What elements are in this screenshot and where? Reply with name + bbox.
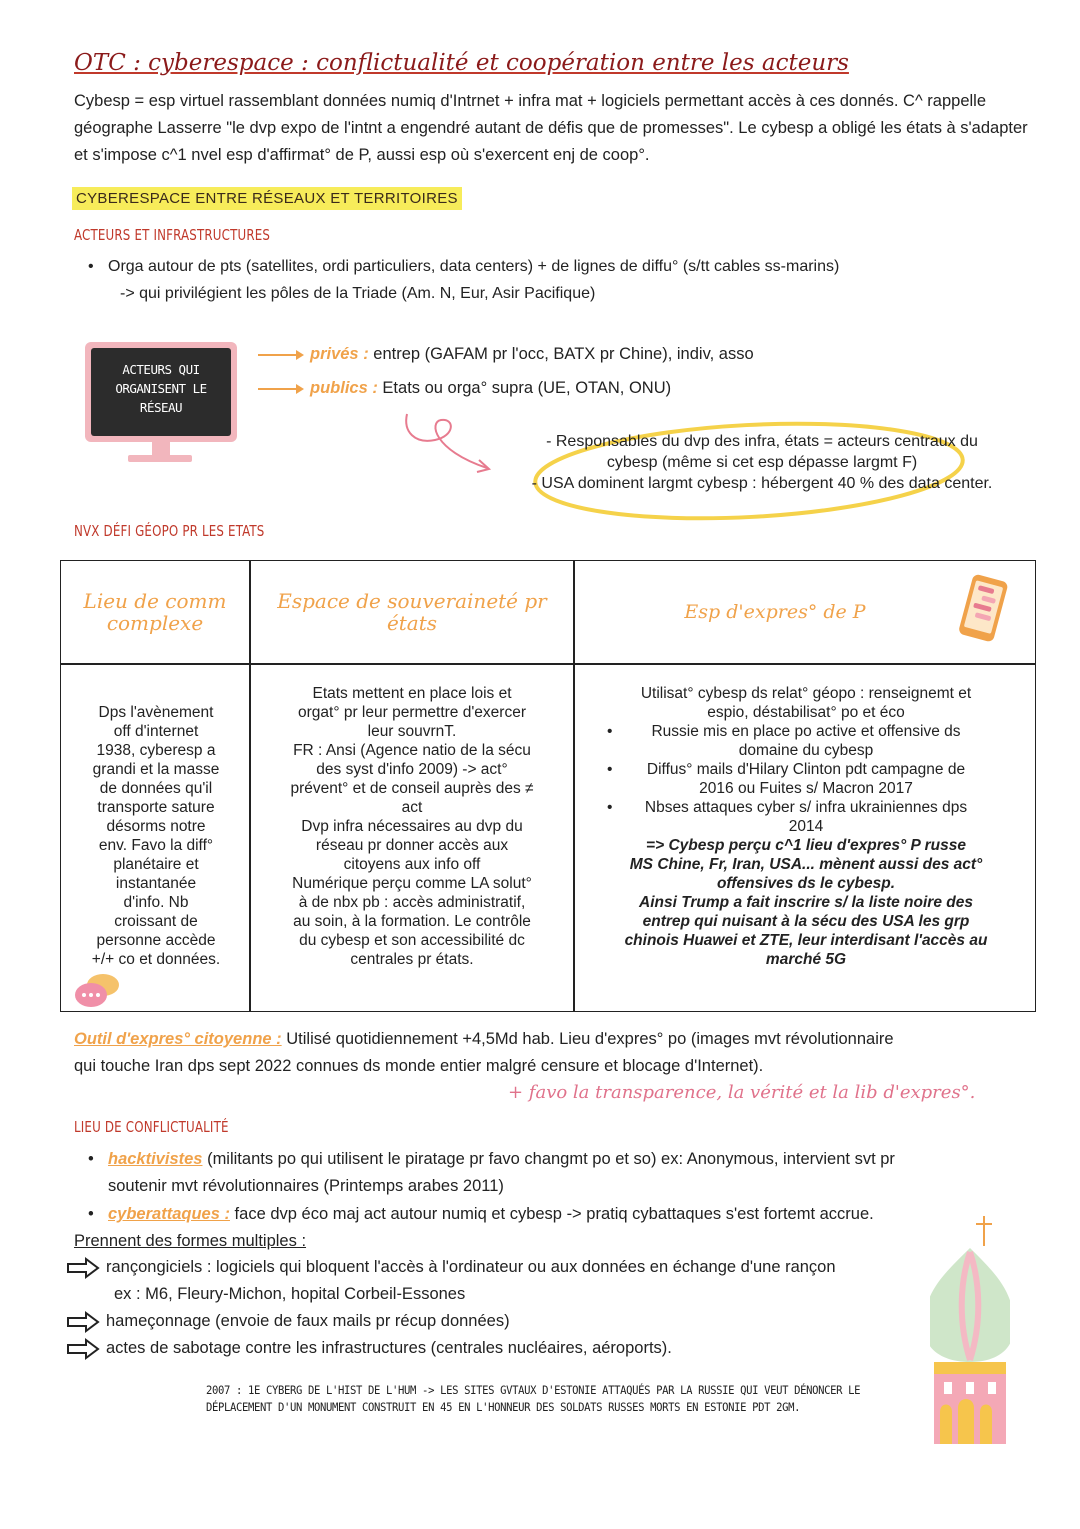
- col2-line: des syst d'info 2009) -> act°: [316, 761, 508, 778]
- col3-bold-line: chinois Huawei et ZTE, leur interdisant l'accès au: [624, 932, 988, 949]
- table-col-souverainete: [255, 684, 569, 969]
- col3-bold-line: Ainsi Trump a fait inscrire s/ la liste noire des: [639, 894, 973, 911]
- col2-line: Numérique perçu comme LA solut°: [292, 875, 532, 892]
- forme-sabotage: [66, 1335, 672, 1362]
- col3-bold-line: marché 5G: [765, 951, 847, 968]
- col2-line: citoyens aux info off: [343, 856, 481, 873]
- forme3-text: actes de sabotage contre les infrastructures (centrales nucléaires, aéroports).: [106, 1339, 672, 1357]
- outil-label: Outil d'expres° citoyenne :: [74, 1030, 282, 1048]
- subheading-defis: NVX DÉFI GÉOPO PR LES ETATS: [74, 522, 265, 540]
- col3-bullet-line: Russie mis en place po active et offensive ds: [651, 723, 961, 740]
- col2-line: prévent° et de conseil auprès des ≠: [290, 780, 534, 797]
- col3-bullet-ukraine: • Nbses attaques cyber s/ infra ukrainiennes dps 2014: [579, 798, 1033, 836]
- screen-line-2: ORGANISENT LE: [115, 381, 207, 396]
- col3-bullet-line: 2014: [788, 818, 824, 835]
- col2-line: à de nbx pb : accès administratif,: [298, 894, 526, 911]
- publics-text: Etats ou orga° supra (UE, OTAN, ONU): [377, 379, 672, 397]
- hack-text-1: (militants po qui utilisent le piratage pr favo changmt po et so) ex: Anonymous, intervient svt pr: [202, 1150, 895, 1168]
- onion-dome-illustration: [930, 1212, 1010, 1448]
- col1-line: env. Favo la diff°: [98, 837, 214, 854]
- bullet-cyberattaques: • cyberattaques : face dvp éco maj act autour numiq et cybesp -> pratiq cybattaques s'est fortemt accrue.: [88, 1205, 874, 1223]
- screen-stand: [152, 442, 170, 456]
- prives-text: entrep (GAFAM pr l'occ, BATX pr Chine), indiv, asso: [368, 345, 754, 363]
- col3-bullet-line: Nbses attaques cyber s/ infra ukrainiennes dps: [644, 799, 968, 816]
- col1-line: 1938, cyberesp a: [96, 742, 216, 759]
- col3-intro-line: espio, déstabilisat° po et éco: [707, 704, 905, 721]
- screen-line-3: RÉSEAU: [139, 400, 183, 415]
- col2-line: réseau pr donner accès aux: [315, 837, 509, 854]
- hack-label: hacktivistes: [108, 1150, 203, 1168]
- col3-bullet-line: domaine du cybesp: [738, 742, 874, 759]
- subheading-conflictualite: LIEU DE CONFLICTUALITÉ: [74, 1118, 229, 1136]
- col2-line: leur souvrnT.: [367, 723, 457, 740]
- acteurs-note: [488, 431, 1036, 494]
- chat-bubble-icon: [73, 971, 125, 1011]
- screen-line-1: ACTEURS QUI: [122, 362, 200, 377]
- phone-icon: [951, 573, 1015, 645]
- col1-line: désorms notre: [106, 818, 206, 835]
- col3-bullet-line: Diffus° mails d'Hilary Clinton pdt campagne de: [646, 761, 966, 778]
- footnote-line-2: DÉPLACEMENT D'UN MONUMENT CONSTRUIT EN 45 EN L'HONNEUR DES SOLDATS RUSSES MORTS EN ESTONIE PDT 2GM.: [206, 1400, 801, 1414]
- note-line-1: - Responsables du dvp des infra, états = acteurs centraux du: [546, 433, 978, 450]
- table-header-expression: Esp d'expres° de P: [684, 601, 866, 623]
- formes-heading: Prennent des formes multiples :: [74, 1232, 307, 1250]
- col3-bold-line: => Cybesp perçu c^1 lieu d'expres° P russe: [646, 837, 966, 854]
- col2-line: du cybesp et son accessibilité dc: [299, 932, 525, 949]
- outil-script-note: + favo la transparence, la vérité et la lib d'expres°.: [508, 1082, 976, 1103]
- col1-line: planétaire et: [113, 856, 199, 873]
- col2-line: au soin, à la formation. Le contrôle: [293, 913, 531, 930]
- actors-screen-text: [91, 348, 231, 436]
- col3-bullet-line: 2016 ou Fuites s/ Macron 2017: [699, 780, 913, 797]
- col2-line: act: [401, 799, 423, 816]
- outline-arrow-icon: [66, 1311, 100, 1333]
- forme-hameconnage: [66, 1308, 510, 1335]
- col3-bold-line: MS Chine, Fr, Iran, USA... mènent aussi des act°: [629, 856, 983, 873]
- forme-rancongiciels: [66, 1254, 836, 1281]
- subheading-acteurs: ACTEURS ET INFRASTRUCTURES: [74, 226, 271, 244]
- col2-line: FR : Ansi (Agence natio de la sécu: [293, 742, 531, 759]
- col3-bullet-clinton: • Diffus° mails d'Hilary Clinton pdt campagne de 2016 ou Fuites s/ Macron 2017: [579, 760, 1033, 798]
- table-col-lieu: [69, 703, 243, 969]
- col3-conclusion: [579, 836, 1033, 969]
- col2-line: Dvp infra nécessaires au dvp du: [301, 818, 523, 835]
- bullet-orga-line2: -> qui privilégient les pôles de la Triade (Am. N, Eur, Asir Pacifique): [120, 285, 596, 302]
- outline-arrow-icon: [66, 1338, 100, 1360]
- col2-line: orgat° pr leur permettre d'exercer: [298, 704, 526, 721]
- footnote-estonie: [206, 1382, 860, 1416]
- col2-line: centrales pr états.: [350, 951, 474, 968]
- table-header-souverainete: Espace de souveraineté pr états: [277, 589, 547, 635]
- table-header-lieu: Lieu de comm complexe: [83, 589, 227, 635]
- outline-arrow-icon: [66, 1257, 100, 1279]
- screen-base: [128, 455, 192, 462]
- col1-line: personne accède: [96, 932, 216, 949]
- cyber-text: face dvp éco maj act autour numiq et cybesp -> pratiq cybattaques s'est fortemt accrue.: [229, 1205, 874, 1223]
- forme1-line2: ex : M6, Fleury-Michon, hopital Corbeil-Essones: [114, 1285, 466, 1303]
- col1-line: instantanée: [115, 875, 197, 892]
- col3-bold-line: offensives ds le cybesp.: [716, 875, 896, 892]
- col1-line: Dps l'avènement: [98, 704, 214, 721]
- forme1-line1: rançongiciels : logiciels qui bloquent l'accès à l'ordinateur ou aux données en échange d'une rançon: [106, 1258, 836, 1276]
- col1-line: d'info. Nb: [123, 894, 189, 911]
- section-heading-cyberespace: CYBERESPACE ENTRE RÉSEAUX ET TERRITOIRES: [72, 187, 462, 210]
- col3-bullet-russie: • Russie mis en place po active et offensive ds domaine du cybesp: [579, 722, 1033, 760]
- actors-screen-box: [85, 342, 237, 442]
- prives-label: privés :: [310, 345, 369, 363]
- bullet-hacktivistes: • hacktivistes (militants po qui utilisent le piratage pr favo changmt po et so) ex: Anonymous, intervient svt pr soutenir mvt révolutionnaires (Printemps arabes 2011): [88, 1146, 1038, 1200]
- col1-line: off d'internet: [113, 723, 199, 740]
- table-col-expression: [579, 684, 1033, 969]
- orange-arrows-icon: [256, 346, 306, 402]
- outil-text-2: qui touche Iran dps sept 2022 connues ds monde entier malgré censure et blocage d'Internet).: [74, 1057, 764, 1075]
- bullet-orga-line1: Orga autour de pts (satellites, ordi particuliers, data centers) + de lignes de diffu° (s/tt cables ss-marins): [108, 258, 840, 275]
- cyber-label: cyberattaques :: [108, 1205, 230, 1223]
- col1-line: transporte sature: [97, 799, 215, 816]
- col1-line: de données qu'il: [99, 780, 213, 797]
- publics-label: publics :: [310, 379, 378, 397]
- note-line-3: - USA dominent largmt cybesp : hébergent 40 % des data center.: [531, 475, 993, 492]
- forme2-text: hameçonnage (envoie de faux mails pr récup données): [106, 1312, 510, 1330]
- note-line-2: cybesp (même si cet esp dépasse largmt F): [606, 454, 918, 471]
- publics-line: [310, 376, 671, 400]
- prives-line: [310, 342, 754, 366]
- intro-paragraph: Cybesp = esp virtuel rassemblant données numiq d'Intrnet + infra mat + logiciels permettant accès à ces donnés. C^ rappelle géographe Lasserre "le dvp expo de l'intnt a engendré autant de défis que de promesses". Le cybesp a obligé les états à s'adapter et s'impose c^1 nvel esp d'affirmat° de P, aussi esp où s'exercent enj de coop°.: [74, 92, 1028, 164]
- hack-text-2: soutenir mvt révolutionnaires (Printemps arabes 2011): [108, 1177, 504, 1195]
- defis-table: [60, 560, 1036, 1012]
- col1-line: +/+ co et données.: [91, 951, 221, 968]
- col2-line: Etats mettent en place lois et: [312, 685, 512, 702]
- footnote-line-1: 2007 : 1E CYBERG DE L'HIST DE L'HUM -> LES SITES GVTAUX D'ESTONIE ATTAQUÉS PAR LA RUSSIE QUI VEUT DÉNONCER LE: [206, 1383, 861, 1397]
- page-title: OTC : cyberespace : conflictualité et coopération entre les acteurs: [74, 50, 849, 76]
- outil-text-1: Utilisé quotidiennement +4,5Md hab. Lieu d'expres° po (images mvt révolutionnaire: [281, 1030, 894, 1048]
- outil-paragraph: [74, 1026, 894, 1053]
- col1-line: croissant de: [114, 913, 198, 930]
- col3-bold-line: entrep qui nuisant à la sécu des USA les grp: [642, 913, 970, 930]
- col3-intro-line: Utilisat° cybesp ds relat° géopo : renseignemt et: [640, 685, 972, 702]
- col1-line: grandi et la masse: [92, 761, 220, 778]
